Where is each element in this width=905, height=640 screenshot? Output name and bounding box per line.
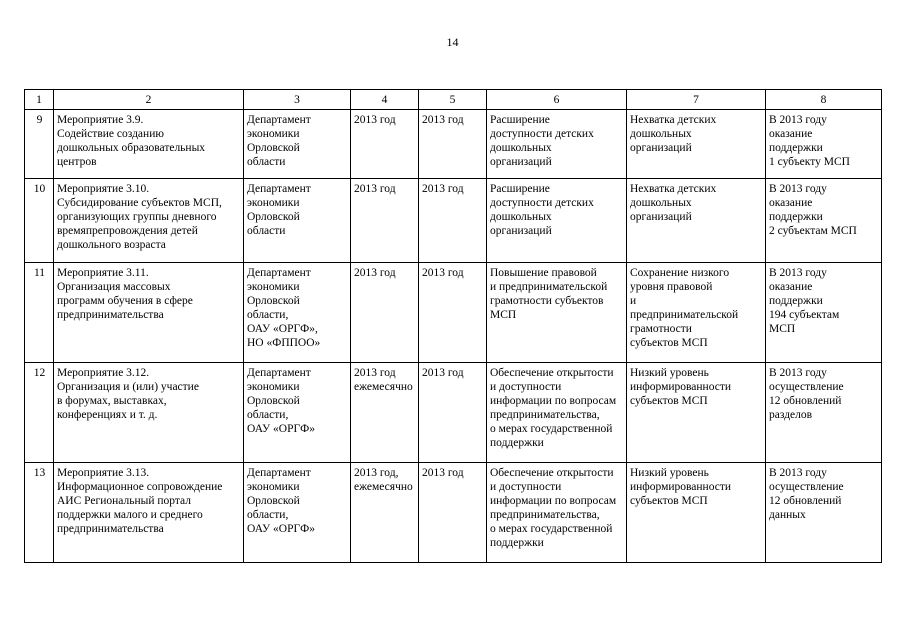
column-number: 5 [419,90,487,110]
cell-line: экономики [247,128,300,140]
cell-line: ОАУ «ОРГФ» [247,523,315,535]
column-number: 6 [487,90,627,110]
column-number: 2 [54,90,244,110]
column-number: 8 [766,90,882,110]
cell-line: 2013 год [354,267,396,279]
cell-line: дошкольных [630,128,692,140]
cell-line: Обеспечение открытости [490,367,614,379]
cell-line: Департамент [247,467,311,479]
executor-cell [244,179,351,263]
risk-cell [627,463,766,563]
cell-line: Мероприятие 3.10. [57,183,150,195]
event-cell [54,363,244,463]
column-number: 3 [244,90,351,110]
cell-line: 2013 год, [354,467,399,479]
cell-line: НО «ФППОО» [247,337,321,349]
executor-cell [244,263,351,363]
start-date-cell [351,463,419,563]
cell-line: предпринимательства [57,309,164,321]
cell-line: 2013 год [354,367,396,379]
table-row [25,463,882,563]
cell-line: центров [57,156,97,168]
cell-line: оказание [769,128,813,140]
table-row [25,179,882,263]
cell-line: экономики [247,281,300,293]
cell-line: 1 субъекту МСП [769,156,850,168]
cell-line: Нехватка детских [630,183,717,195]
start-date-cell [351,179,419,263]
cell-line: осуществление [769,481,844,493]
event-cell [54,110,244,179]
cell-line: Организация и (или) участие [57,381,199,393]
cell-line: Мероприятие 3.9. [57,114,144,126]
cell-line: предпринимательства, [490,409,600,421]
page-number: 14 [446,35,459,49]
cell-line: области [247,156,286,168]
cell-line: и доступности [490,381,562,393]
cell-line: грамотности субъектов [490,295,604,307]
executor-cell [244,463,351,563]
cell-line: 12 обновлений [769,495,842,507]
cell-line: Низкий уровень [630,367,709,379]
cell-line: информации по вопросам [490,395,617,407]
cell-line: и [630,295,637,307]
cell-line: предпринимательства, [490,509,600,521]
cell-line: В 2013 году [769,267,827,279]
cell-line: Сохранение низкого [630,267,730,279]
end-date-cell [419,110,487,179]
cell-line: Орловской [247,495,300,507]
row-number: 10 [25,179,54,263]
cell-line: 12 обновлений [769,395,842,407]
cell-line: Организация массовых [57,281,171,293]
cell-line: Повышение правовой [490,267,597,279]
cell-line: о мерах государственной [490,423,613,435]
expected-result-cell [487,179,627,263]
cell-line: 2013 год [422,114,464,126]
cell-line: Департамент [247,114,311,126]
cell-line: Департамент [247,367,311,379]
start-date-cell [351,363,419,463]
cell-line: предпринимательства [57,523,164,535]
cell-line: области, [247,409,289,421]
cell-line: дошкольного возраста [57,239,166,251]
cell-line: поддержки [769,142,823,154]
cell-line: 2013 год [422,267,464,279]
cell-line: грамотности [630,323,692,335]
cell-line: В 2013 году [769,114,827,126]
risk-cell [627,110,766,179]
end-date-cell [419,463,487,563]
cell-line: области, [247,309,289,321]
cell-line: МСП [490,309,517,321]
cell-line: Мероприятие 3.11. [57,267,149,279]
cell-line: оказание [769,281,813,293]
measures-table [24,89,882,563]
cell-line: субъектов МСП [630,495,708,507]
cell-line: Орловской [247,295,300,307]
table-row [25,110,882,179]
cell-line: ОАУ «ОРГФ», [247,323,318,335]
row-number: 9 [25,110,54,179]
cell-line: 2 субъектам МСП [769,225,857,237]
cell-line: 194 субъектам [769,309,840,321]
expected-result-cell [487,263,627,363]
cell-line: оказание [769,197,813,209]
cell-line: времяпрепровождения детей [57,225,198,237]
cell-line: Расширение [490,183,550,195]
cell-line: В 2013 году [769,367,827,379]
cell-line: поддержки малого и среднего [57,509,203,521]
indicator-cell [766,263,882,363]
cell-line: ОАУ «ОРГФ» [247,423,315,435]
cell-line: АИС Региональный портал [57,495,191,507]
cell-line: уровня правовой [630,281,713,293]
cell-line: о мерах государственной [490,523,613,535]
cell-line: Департамент [247,267,311,279]
cell-line: разделов [769,409,813,421]
cell-line: В 2013 году [769,183,827,195]
cell-line: Орловской [247,395,300,407]
cell-line: поддержки [769,211,823,223]
cell-line: поддержки [769,295,823,307]
cell-line: организаций [490,225,552,237]
cell-line: Мероприятие 3.12. [57,367,150,379]
row-number: 12 [25,363,54,463]
expected-result-cell [487,363,627,463]
cell-line: и доступности [490,481,562,493]
expected-result-cell [487,110,627,179]
cell-line: Орловской [247,142,300,154]
column-number: 7 [627,90,766,110]
risk-cell [627,263,766,363]
executor-cell [244,110,351,179]
cell-line: экономики [247,481,300,493]
cell-line: Низкий уровень [630,467,709,479]
table-row [25,263,882,363]
column-number-row [25,90,882,110]
cell-line: Обеспечение открытости [490,467,614,479]
cell-line: Орловской [247,211,300,223]
cell-line: 2013 год [422,367,464,379]
cell-line: дошкольных [490,211,552,223]
table-row [25,363,882,463]
risk-cell [627,179,766,263]
column-number: 4 [351,90,419,110]
cell-line: программ обучения в сфере [57,295,193,307]
cell-line: Информационное сопровождение [57,481,223,493]
end-date-cell [419,363,487,463]
cell-line: в форумах, выставках, [57,395,167,407]
cell-line: Субсидирование субъектов МСП, [57,197,222,209]
executor-cell [244,363,351,463]
risk-cell [627,363,766,463]
event-cell [54,263,244,363]
cell-line: Департамент [247,183,311,195]
row-number: 13 [25,463,54,563]
cell-line: дошкольных [490,142,552,154]
event-cell [54,463,244,563]
cell-line: информированности [630,381,732,393]
cell-line: области [247,225,286,237]
cell-line: организующих группы дневного [57,211,217,223]
indicator-cell [766,110,882,179]
indicator-cell [766,463,882,563]
cell-line: доступности детских [490,197,594,209]
cell-line: и предпринимательской [490,281,608,293]
cell-line: В 2013 году [769,467,827,479]
cell-line: субъектов МСП [630,395,708,407]
event-cell [54,179,244,263]
cell-line: 2013 год [422,183,464,195]
cell-line: информированности [630,481,732,493]
cell-line: дошкольных образовательных [57,142,206,154]
cell-line: предпринимательской [630,309,739,321]
cell-line: экономики [247,197,300,209]
end-date-cell [419,179,487,263]
cell-line: организаций [630,211,692,223]
cell-line: Нехватка детских [630,114,717,126]
expected-result-cell [487,463,627,563]
cell-line: осуществление [769,381,844,393]
cell-line: 2013 год [354,114,396,126]
end-date-cell [419,263,487,363]
cell-line: Содействие созданию [57,128,164,140]
cell-line: организаций [630,142,692,154]
cell-line: ежемесячно [354,481,413,493]
cell-line: Мероприятие 3.13. [57,467,150,479]
cell-line: ежемесячно [354,381,413,393]
cell-line: субъектов МСП [630,337,708,349]
cell-line: 2013 год [422,467,464,479]
cell-line: доступности детских [490,128,594,140]
indicator-cell [766,363,882,463]
cell-line: экономики [247,381,300,393]
cell-line: данных [769,509,806,521]
row-number: 11 [25,263,54,363]
start-date-cell [351,110,419,179]
cell-line: МСП [769,323,796,335]
cell-line: Расширение [490,114,550,126]
cell-line: конференциях и т. д. [57,409,158,421]
cell-line: информации по вопросам [490,495,617,507]
cell-line: области, [247,509,289,521]
cell-line: поддержки [490,537,544,549]
cell-line: 2013 год [354,183,396,195]
cell-line: организаций [490,156,552,168]
cell-line: дошкольных [630,197,692,209]
start-date-cell [351,263,419,363]
indicator-cell [766,179,882,263]
column-number: 1 [25,90,54,110]
cell-line: поддержки [490,437,544,449]
